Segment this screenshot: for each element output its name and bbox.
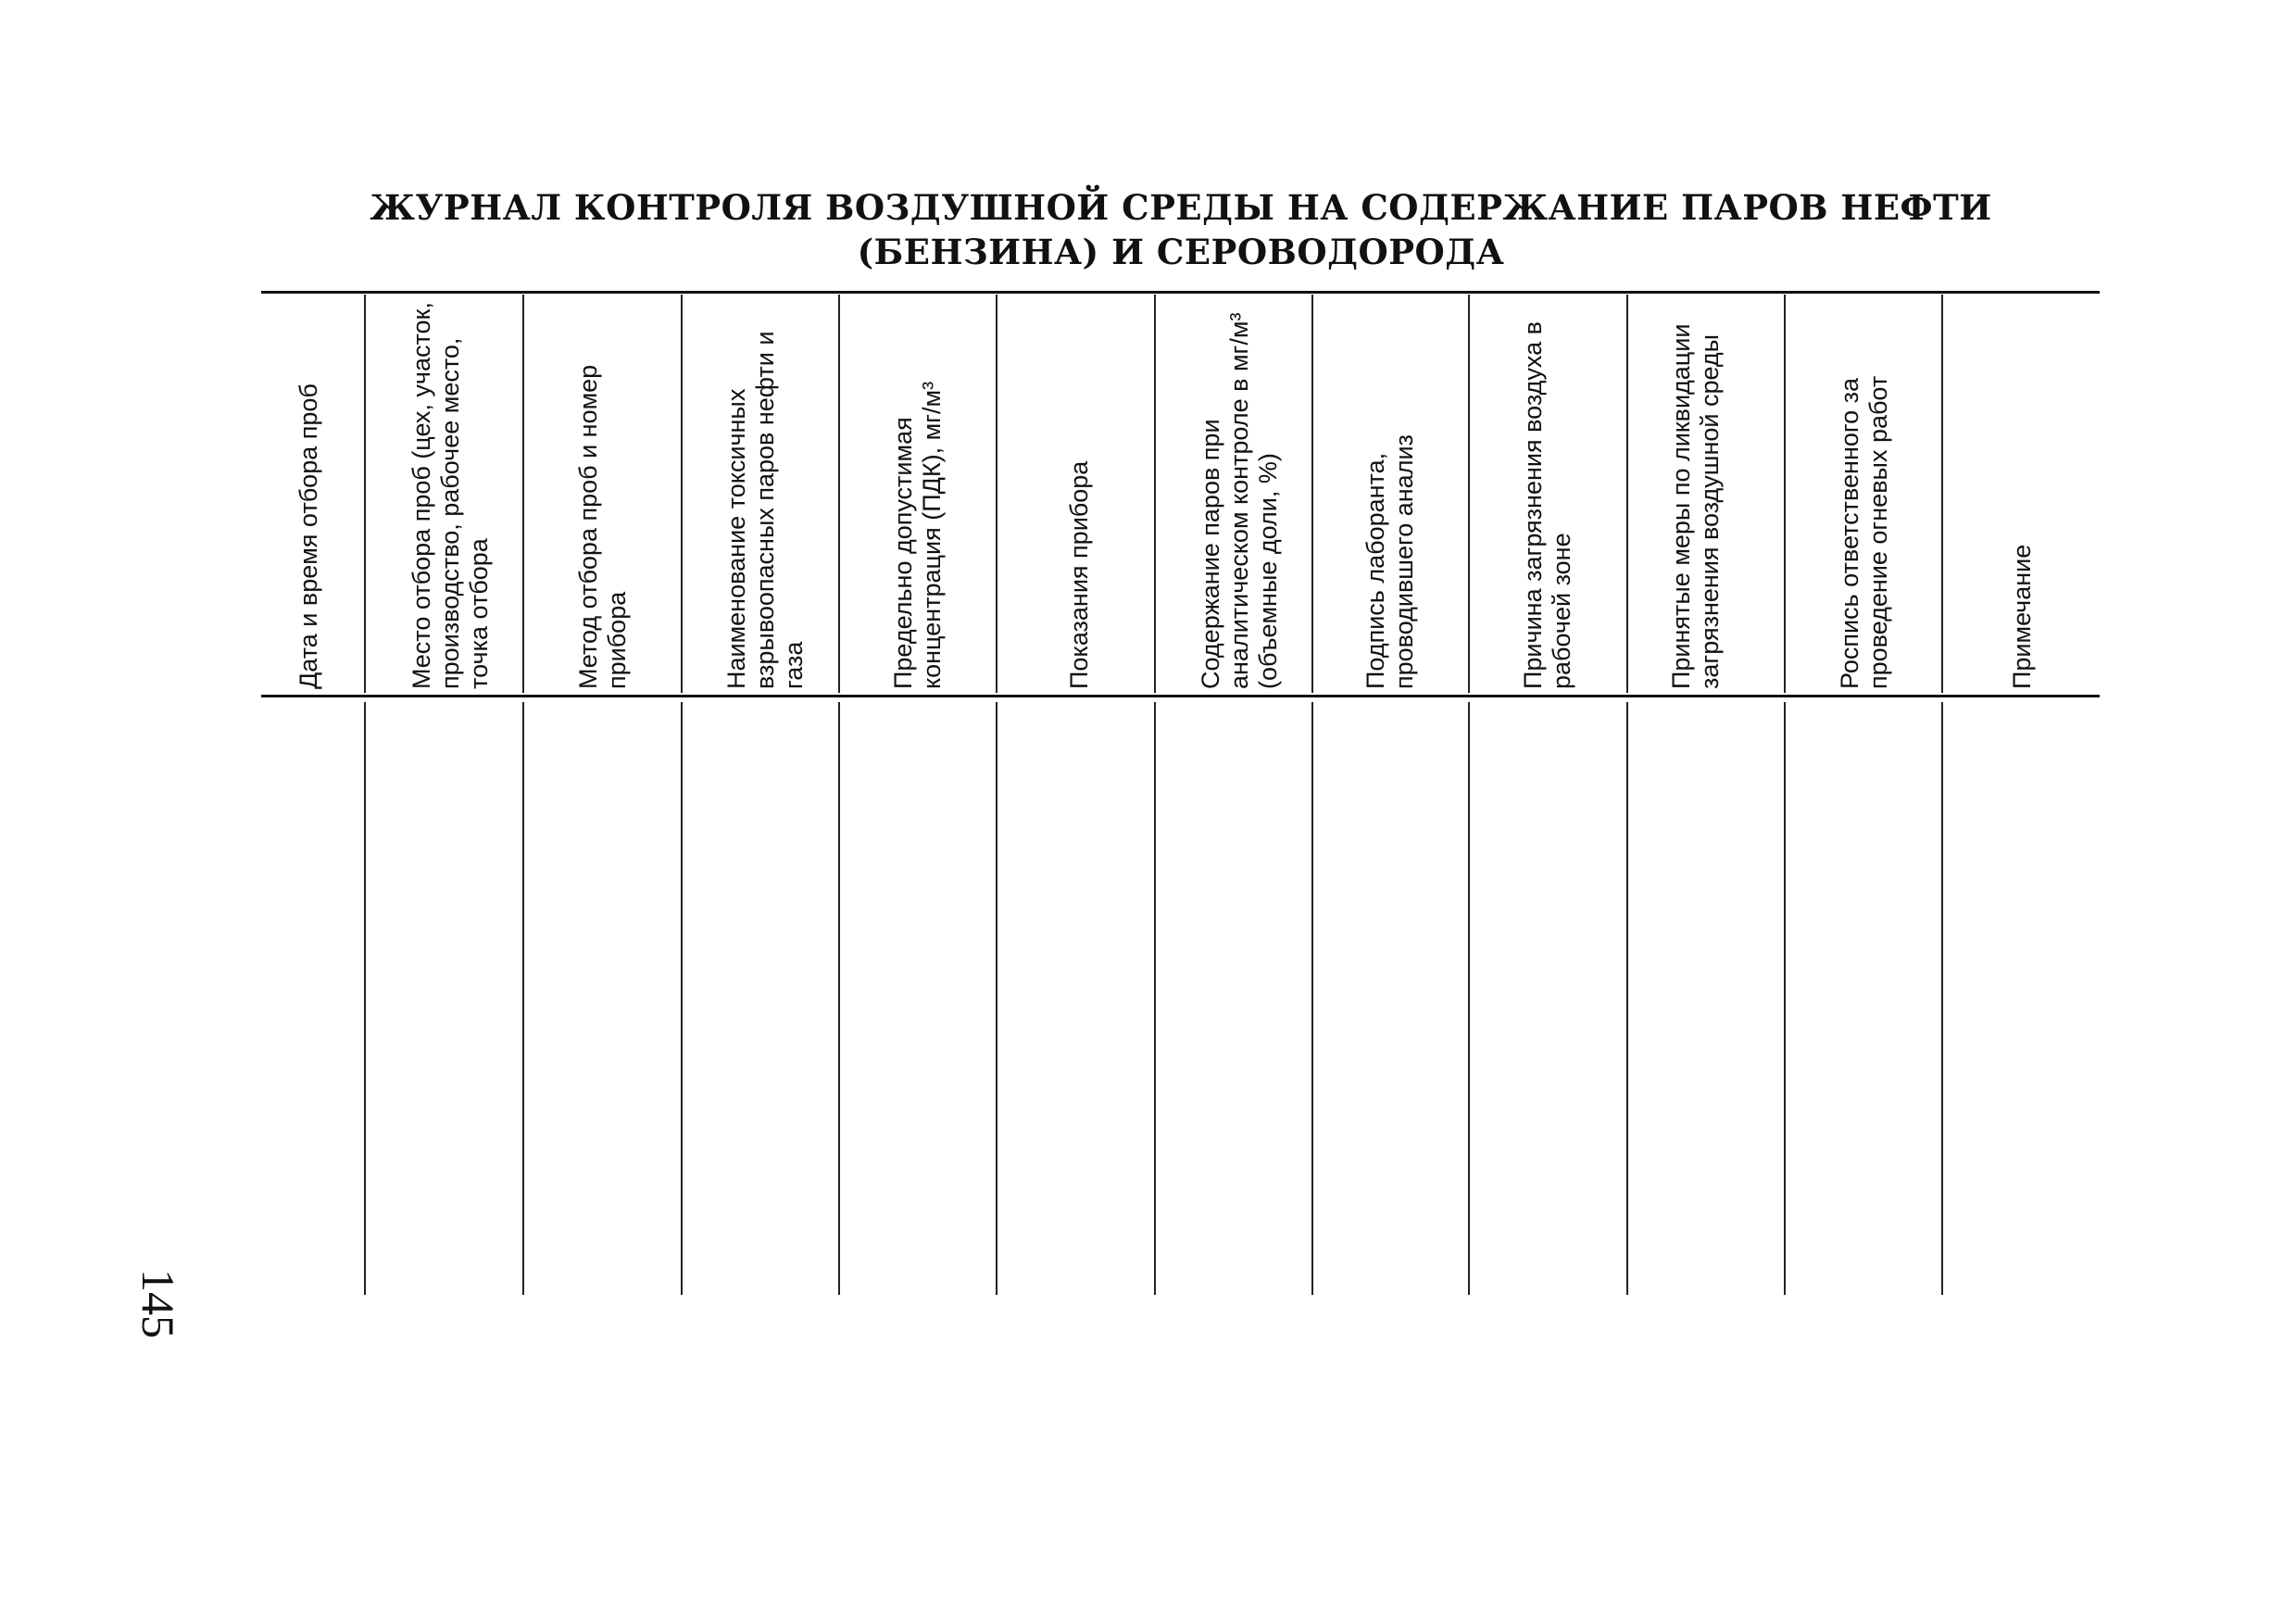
header-column-divider [1626, 295, 1628, 693]
body-column-divider [1468, 702, 1470, 1295]
title-line-2: (БЕНЗИНА) И СЕРОВОДОРОДА [857, 232, 1505, 272]
header-column-divider [1311, 295, 1313, 693]
body-column-divider [1941, 702, 1943, 1295]
document-page: ЖУРНАЛ КОНТРОЛЯ ВОЗДУШНОЙ СРЕДЫ НА СОДЕРЖАНИЕ ПАРОВ НЕФТИ (БЕНЗИНА) И СЕРОВОДОРОДА Дата и время отбора проб Место отбора проб (цех, участок, производство, рабочее место, точка отбора Метод отбора проб и номер прибора Наименование токсичных взрывоопасных паров нефти и газа Предельно допустимая концентрация (ПДК), мг/м³ Показания прибора Содержание паров при аналитическом контроле в мг/м³ (объемные доли, %) Подпись лаборанта, проводившего анализ Причина загрязнения воздуха в рабочей зоне Принятые меры по ликвидации загрязнения воздушной среды Роспись ответственного за проведение огневых работ Примечание 145 [0, 0, 2296, 1620]
header-column-divider [1468, 295, 1470, 693]
title-line-1: ЖУРНАЛ КОНТРОЛЯ ВОЗДУШНОЙ СРЕДЫ НА СОДЕРЖАНИЕ ПАРОВ НЕФТИ [370, 187, 1992, 228]
header-column-divider [1784, 295, 1786, 693]
header-column-divider [681, 295, 683, 693]
header-column-divider [522, 295, 524, 693]
body-column-divider [1311, 702, 1313, 1295]
body-column-divider [522, 702, 524, 1295]
body-column-divider [1784, 702, 1786, 1295]
body-column-divider [1626, 702, 1628, 1295]
header-column-divider [1941, 295, 1943, 693]
header-column-divider [838, 295, 840, 693]
header-column-divider [364, 295, 366, 693]
header-column-divider [996, 295, 997, 693]
body-column-divider [838, 702, 840, 1295]
body-column-divider [1154, 702, 1156, 1295]
document-title [259, 185, 2102, 274]
body-column-divider [681, 702, 683, 1295]
body-column-divider [364, 702, 366, 1295]
header-column-divider [1154, 295, 1156, 693]
body-column-divider [996, 702, 997, 1295]
table-top-rule [261, 291, 2100, 294]
header-bottom-rule [261, 695, 2100, 697]
